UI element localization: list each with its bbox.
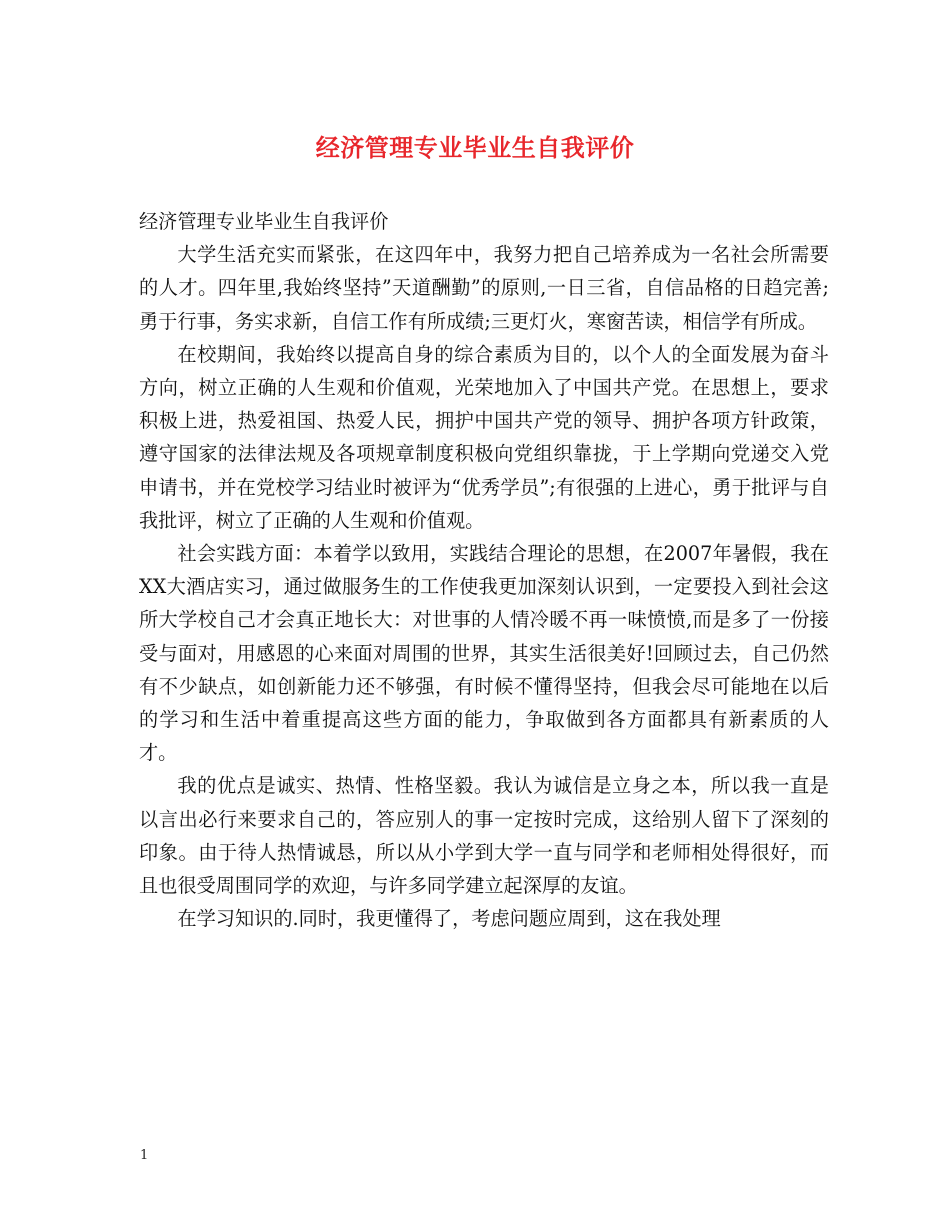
page-number: 1 — [140, 1148, 149, 1163]
paragraph-1: 大学生活充实而紧张，在这四年中，我努力把自己培养成为一名社会所需要的人才。四年里,我始终坚持”天道酬勤”的原则,一日三省，自信品格的日趋完善;勇于行事，务实求新，自信工作有所成绩;三更灯火，寒窗苦读，相信学有所成。 — [139, 243, 829, 333]
paragraph-3: 社会实践方面：本着学以致用，实践结合理论的思想，在2007年暑假，我在XX大酒店实习，通过做服务生的工作使我更加深刻认识到，一定要投入到社会这所大学校自己才会真正地长大：对世事的人情冷暖不再一味愤愤,而是多了一份接受与面对，用感恩的心来面对周围的世界，其实生活很美好!回顾过去，自己仍然有不少缺点，如创新能力还不够强，有时候不懂得坚持，但我会尽可能地在以后的学习和生活中着重提高这些方面的能力，争取做到各方面都具有新素质的人才。 — [139, 542, 829, 765]
document-title: 经济管理专业毕业生自我评价 — [315, 133, 635, 162]
paragraph-4: 我的优点是诚实、热情、性格坚毅。我认为诚信是立身之本，所以我一直是以言出必行来要求自己的，答应别人的事一定按时完成，这给别人留下了深刻的印象。由于待人热情诚恳，所以从小学到大学一直与同学和老师相处得很好，而且也很受周围同学的欢迎，与许多同学建立起深厚的友谊。 — [139, 774, 829, 898]
paragraph-5: 在学习知识的.同时，我更懂得了，考虑问题应周到，这在我处理 — [177, 907, 721, 931]
document-body — [139, 205, 829, 935]
document-subtitle: 经济管理专业毕业生自我评价 — [139, 210, 389, 233]
paragraph-2: 在校期间，我始终以提高自身的综合素质为目的，以个人的全面发展为奋斗方向，树立正确的人生观和价值观，光荣地加入了中国共产党。在思想上，要求积极上进，热爱祖国、热爱人民，拥护中国共产党的领导、拥护各项方针政策，遵守国家的法律法规及各项规章制度积极向党组织靠拢，于上学期向党递交入党申请书，并在党校学习结业时被评为“优秀学员”;有很强的上进心，勇于批评与自我批评，树立了正确的人生观和价值观。 — [139, 342, 829, 532]
